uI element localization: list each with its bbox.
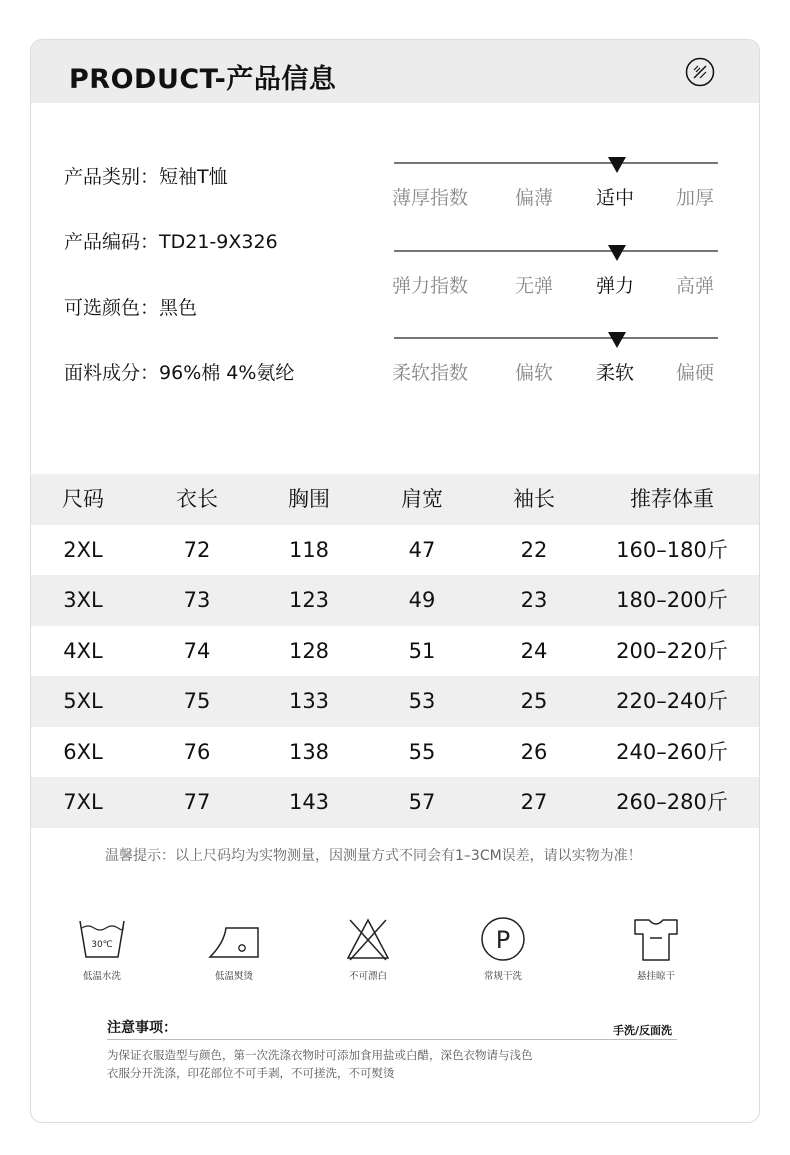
- table-header-cell: 胸围: [288, 487, 330, 511]
- table-cell: 200–220斤: [616, 638, 728, 663]
- table-row: [31, 626, 759, 677]
- notes-line: 为保证衣服造型与颜色，第一次洗涤衣物时可添加食用盐或白醋，深色衣物请与浅色: [107, 1048, 533, 1062]
- table-cell: 138: [288, 739, 330, 764]
- table-cell: 4XL: [63, 638, 103, 663]
- meter-option: 偏薄: [515, 187, 554, 209]
- care-iron: [189, 916, 279, 982]
- meter-option: 高弹: [676, 275, 715, 297]
- table-cell: 118: [288, 537, 330, 562]
- table-cell: 123: [288, 588, 330, 612]
- meter-marker: [608, 245, 626, 261]
- table-cell: 51: [408, 638, 436, 663]
- table-cell: 143: [288, 790, 330, 814]
- table-row: [31, 727, 759, 778]
- meter-line: [394, 337, 718, 339]
- table-cell: 73: [183, 588, 211, 612]
- notes-body: [107, 1046, 533, 1082]
- meter-thickness: [394, 162, 718, 222]
- table-header-cell: 尺码: [62, 487, 104, 511]
- header-bar: [31, 40, 759, 103]
- table-cell: 5XL: [63, 689, 103, 713]
- table-row: [31, 575, 759, 626]
- table-cell: 75: [183, 689, 211, 713]
- table-cell: 22: [520, 537, 548, 562]
- info-label: 产品编码：: [64, 231, 160, 253]
- meter-line: [394, 250, 718, 252]
- table-cell: 260–280斤: [616, 790, 728, 814]
- table-header-cell: 推荐体重: [630, 487, 714, 511]
- meter-option-selected: 柔软: [596, 362, 635, 384]
- table-cell: 57: [408, 790, 436, 814]
- table-cell: 24: [520, 638, 548, 663]
- table-row: [31, 676, 759, 727]
- table-cell: 240–260斤: [616, 739, 728, 764]
- table-cell: 26: [520, 739, 548, 764]
- meter-name: 薄厚指数: [392, 187, 469, 209]
- divider: [107, 1039, 677, 1040]
- table-row: [31, 525, 759, 576]
- care-bleach: [323, 916, 413, 982]
- meter-option-selected: 弹力: [596, 275, 635, 297]
- meter-option-selected: 适中: [596, 187, 635, 209]
- info-fabric: [64, 358, 294, 385]
- table-cell: 25: [520, 689, 548, 713]
- info-category: [64, 162, 228, 189]
- iron-low-icon: [206, 916, 262, 964]
- info-code: [64, 227, 278, 254]
- meter-marker: [608, 157, 626, 173]
- care-label: 不可漂白: [348, 971, 387, 982]
- table-cell: 53: [408, 689, 436, 713]
- table-cell: 3XL: [63, 588, 103, 612]
- notes-title: 注意事项：: [107, 1020, 177, 1036]
- table-header-row: [31, 474, 759, 525]
- product-info-card: [30, 39, 760, 1123]
- page-title: PRODUCT-产品信息: [69, 64, 337, 95]
- meter-name: 弹力指数: [392, 275, 469, 297]
- table-cell: 6XL: [63, 739, 103, 764]
- care-dryclean: [458, 916, 548, 982]
- table-cell: 128: [288, 638, 330, 663]
- table-cell: 220–240斤: [616, 689, 728, 713]
- info-value: 黑色: [159, 297, 198, 319]
- meter-option: 偏硬: [676, 362, 715, 384]
- table-cell: 7XL: [63, 790, 103, 814]
- table-cell: 77: [183, 790, 211, 814]
- care-hang: [611, 916, 701, 982]
- notes-wash-method: 手洗/反面洗: [613, 1024, 673, 1037]
- table-cell: 180–200斤: [616, 588, 728, 612]
- no-bleach-icon: [343, 916, 393, 964]
- meter-option: 偏软: [515, 362, 554, 384]
- meter-elasticity: [394, 250, 718, 310]
- table-cell: 55: [408, 739, 436, 764]
- care-label: 悬挂晾干: [636, 971, 675, 982]
- dry-clean-p-icon: [478, 916, 528, 964]
- size-table: [31, 474, 759, 828]
- dry-clean-badge: P: [495, 926, 511, 954]
- table-cell: 133: [288, 689, 330, 713]
- table-header-cell: 袖长: [513, 487, 555, 511]
- table-cell: 74: [183, 638, 211, 663]
- meter-marker: [608, 332, 626, 348]
- meter-option: 加厚: [676, 187, 715, 209]
- info-value: 96%棉 4%氨纶: [159, 362, 295, 384]
- table-header-cell: 肩宽: [401, 487, 443, 511]
- care-label: 常规干洗: [483, 971, 522, 982]
- info-color: [64, 293, 197, 320]
- meter-name: 柔软指数: [392, 362, 469, 384]
- measurement-tip: 温馨提示：以上尺码均为实物测量，因测量方式不同会有1–3CM误差，请以实物为准！: [105, 848, 642, 864]
- table-row: [31, 777, 759, 828]
- care-label: 低温水洗: [82, 971, 121, 982]
- meter-line: [394, 162, 718, 164]
- info-value: TD21-9X326: [159, 231, 278, 253]
- care-wash: [57, 916, 147, 982]
- table-header-cell: 衣长: [176, 487, 218, 511]
- notes-line: 衣服分开洗涤，印花部位不可手剥，不可搓洗，不可熨烫: [107, 1066, 395, 1080]
- table-cell: 23: [520, 588, 548, 612]
- hang-dry-icon: [631, 916, 681, 964]
- table-cell: 47: [408, 537, 436, 562]
- meter-softness: [394, 337, 718, 397]
- care-label: 低温熨烫: [214, 971, 253, 982]
- table-cell: 49: [408, 588, 436, 612]
- info-label: 可选颜色：: [64, 297, 160, 319]
- info-label: 面料成分：: [64, 362, 160, 384]
- wash-30-icon: [77, 916, 127, 964]
- table-cell: 160–180斤: [616, 537, 728, 562]
- table-cell: 72: [183, 537, 211, 562]
- info-value: 短袖T恤: [159, 166, 228, 188]
- meter-option: 无弹: [515, 275, 554, 297]
- wash-temp-badge: 30℃: [91, 940, 113, 950]
- table-cell: 76: [183, 739, 211, 764]
- info-label: 产品类别：: [64, 166, 160, 188]
- percent-circle-icon: [685, 57, 715, 87]
- table-cell: 27: [520, 790, 548, 814]
- table-cell: 2XL: [63, 537, 103, 562]
